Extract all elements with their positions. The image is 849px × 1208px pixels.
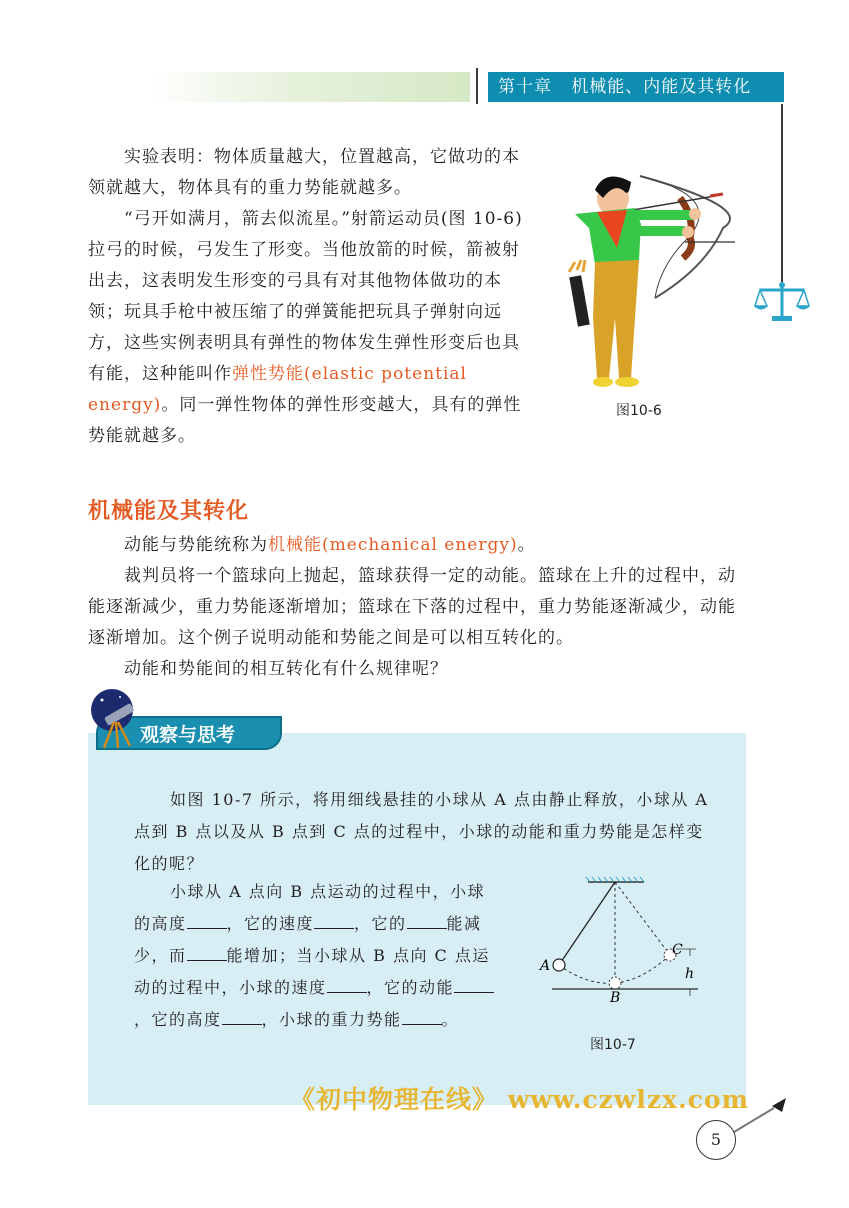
section-line-3: 动能和势能间的相互转化有什么规律呢？ <box>124 659 448 679</box>
section-body <box>88 530 748 685</box>
label-a: A <box>540 958 551 974</box>
chapter-title: 第十章 机械能、内能及其转化 <box>488 72 784 102</box>
side-rule <box>781 104 783 282</box>
label-h: h <box>685 966 695 982</box>
blank-energy-increase[interactable] <box>187 944 227 961</box>
pin-icon <box>730 1096 790 1136</box>
page-number: 5 <box>696 1120 736 1160</box>
figure-10-7-caption: 图10-7 <box>590 1037 636 1053</box>
paragraph-elastic-energy: “弓开如满月，箭去似流星。”射箭运动员(图 10-6)拉弓的时候，弓发生了形变。当他放箭的时候，箭被射出去，这表明发生形变的弓具有对其他物体做功的本领；玩具手枪中被压缩了的弹簧能把玩具子弹射向远方，这些实例表明具有弹性的物体发生弹性形变后也具有能，这种能叫作弹性势能(elastic potential energy)。同一弹性物体的弹性形变越大，具有的弹性势能就越多。 <box>88 209 523 446</box>
observe-questions: 小球从 A 点向 B 点运动的过程中，小球的高度 ，它的速度 ，它的 能减少，而 能增加；当小球从 B 点向 C 点运动的过程中，小球的速度 ，它的动能，它的高度 ，小球的重力势能 。 <box>134 876 502 1036</box>
section-title: 机械能及其转化 <box>88 499 250 524</box>
blank-height-bc[interactable] <box>222 1008 262 1025</box>
figure-10-6-caption: 图10-6 <box>616 403 662 419</box>
watermark: 《初中物理在线》 www.czwlzx.com <box>290 1085 750 1114</box>
header-gradient-band <box>148 72 470 102</box>
pendulum-diagram <box>540 876 700 1006</box>
observe-think-tab: 观察与思考 <box>96 716 282 750</box>
term-elastic-potential-energy: 弹性势能 <box>232 364 304 384</box>
balance-scale-icon <box>754 280 810 322</box>
archer-illustration <box>555 168 755 398</box>
section-line-1: 动能与势能统称为机械能(mechanical energy)。 <box>124 535 536 555</box>
blank-speed-bc[interactable] <box>327 976 367 993</box>
label-b: B <box>610 990 621 1006</box>
observe-intro: 如图 10-7 所示，将用细线悬挂的小球从 A 点由静止释放，小球从 A 点到 B 点以及从 B 点到 C 点的过程中，小球的动能和重力势能是怎样变化的呢？ <box>134 790 709 873</box>
blank-potential-bc[interactable] <box>402 1008 442 1025</box>
paragraph-experiment: 实验表明：物体质量越大，位置越高，它做功的本领就越大，物体具有的重力势能就越多。 <box>88 147 520 198</box>
header-divider <box>476 68 478 104</box>
telescope-icon <box>90 688 142 750</box>
blank-energy-decrease[interactable] <box>407 912 447 929</box>
section-line-2: 裁判员将一个篮球向上抛起，篮球获得一定的动能。篮球在上升的过程中，动能逐渐减少，重力势能逐渐增加；篮球在下落的过程中，重力势能逐渐减少，动能逐渐增加。这个例子说明动能和势能之间是可以相互转化的。 <box>88 566 736 648</box>
label-c: C <box>672 942 683 958</box>
blank-height-ab[interactable] <box>187 912 227 929</box>
blank-speed-ab[interactable] <box>314 912 354 929</box>
term-mechanical-energy: 机械能 <box>268 535 322 555</box>
blank-kinetic-bc[interactable] <box>454 976 494 993</box>
